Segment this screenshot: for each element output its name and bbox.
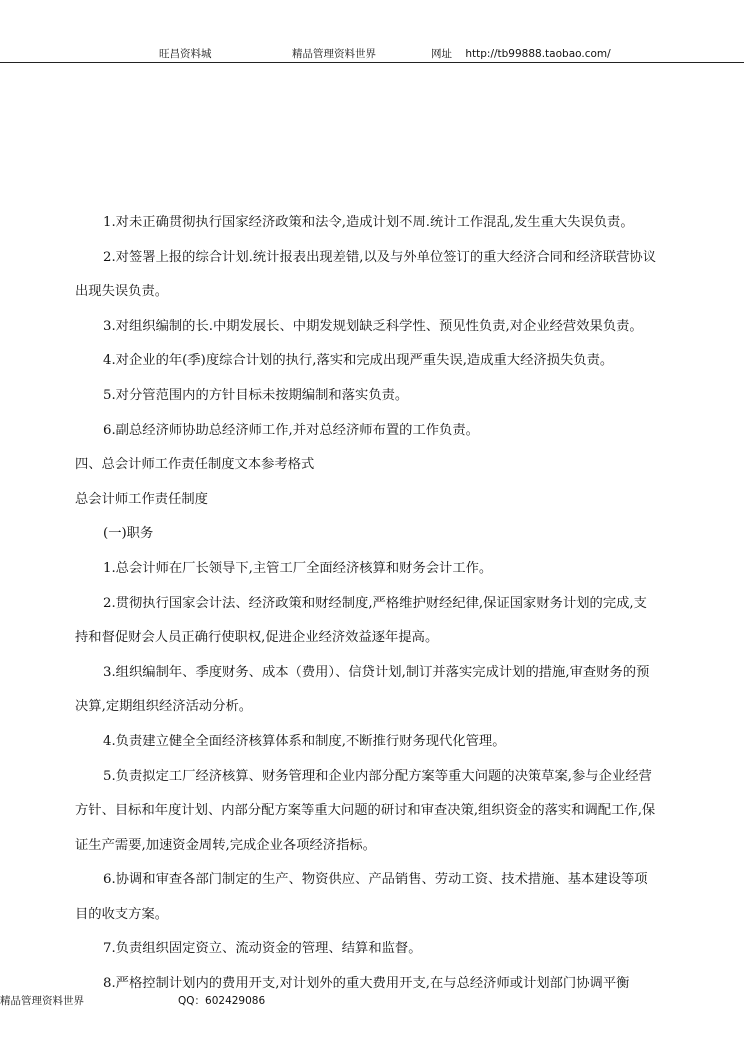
paragraph-8: 2.贯彻执行国家会计法、经济政策和财经制度,严格维护财经纪律,保证国家财务计划的完成,支持和督促财会人员正确行使职权,促进企业经济效益逐年提高。 (75, 595, 647, 646)
paragraph-5: 5.对分管范围内的方针目标未按期编制和落实负责。 (103, 387, 409, 403)
paragraph-10: 4.负责建立健全全面经济核算体系和制度,不断推行财务现代化管理。 (103, 733, 506, 749)
header-shop-name: 旺昌资料城 (159, 48, 212, 60)
page-footer (0, 993, 744, 1011)
paragraph-3: 3.对组织编制的长.中期发展长、中期发规划缺乏科学性、预见性负责,对企业经营效果负责。 (103, 318, 643, 334)
paragraph-7: 1.总会计师在厂长领导下,主管工厂全面经济核算和财务会计工作。 (103, 560, 493, 576)
header-divider (0, 62, 744, 63)
paragraph-14: 8.严格控制计划内的费用开支,对计划外的重大费用开支,在与总经济师或计划部门协调平衡 (103, 976, 630, 992)
document-body (75, 206, 660, 1002)
paragraph-1: 1.对未正确贯彻执行国家经济政策和法令,造成计划不周.统计工作混乱,发生重大失误负责。 (103, 215, 634, 230)
subsection-heading: (一)职务 (103, 526, 154, 542)
header-brand: 精品管理资料世界 (292, 48, 376, 60)
header-url-group (431, 46, 611, 61)
paragraph-4: 4.对企业的年(季)度综合计划的执行,落实和完成出现严重失误,造成重大经济损失负责。 (103, 353, 614, 369)
paragraph-6: 6.副总经济师协助总经济师工作,并对总经济师布置的工作负责。 (103, 422, 479, 438)
document-subtitle: 总会计师工作责任制度 (75, 491, 208, 507)
footer-brand: 精品管理资料世界 (0, 995, 84, 1007)
section-heading: 四、总会计师工作责任制度文本参考格式 (75, 457, 315, 473)
header-url-label: 网址 (431, 48, 452, 60)
paragraph-9: 3.组织编制年、季度财务、成本（费用）、信贷计划,制订并落实完成计划的措施,审查财务的预决算,定期组织经济活动分析。 (75, 664, 650, 715)
page-header (0, 44, 744, 62)
paragraph-2: 2.对签署上报的综合计划.统计报表出现差错,以及与外单位签订的重大经济合同和经济联营协议出现失误负责。 (75, 249, 657, 300)
paragraph-11: 5.负责拟定工厂经济核算、财务管理和企业内部分配方案等重大问题的决策草案,参与企业经营方针、目标和年度计划、内部分配方案等重大问题的研讨和审查决策,组织资金的落实和调配工作,保证生产需要,加速资金周转,完成企业各项经济指标。 (75, 768, 656, 853)
footer-qq: QQ：602429086 (178, 995, 266, 1007)
header-url-link[interactable]: http://tb99888.taobao.com/ (465, 48, 611, 60)
paragraph-13: 7.负责组织固定资立、流动资金的管理、结算和监督。 (103, 941, 422, 957)
paragraph-12: 6.协调和审查各部门制定的生产、物资供应、产品销售、劳动工资、技术措施、基本建设等项目的收支方案。 (75, 872, 648, 922)
